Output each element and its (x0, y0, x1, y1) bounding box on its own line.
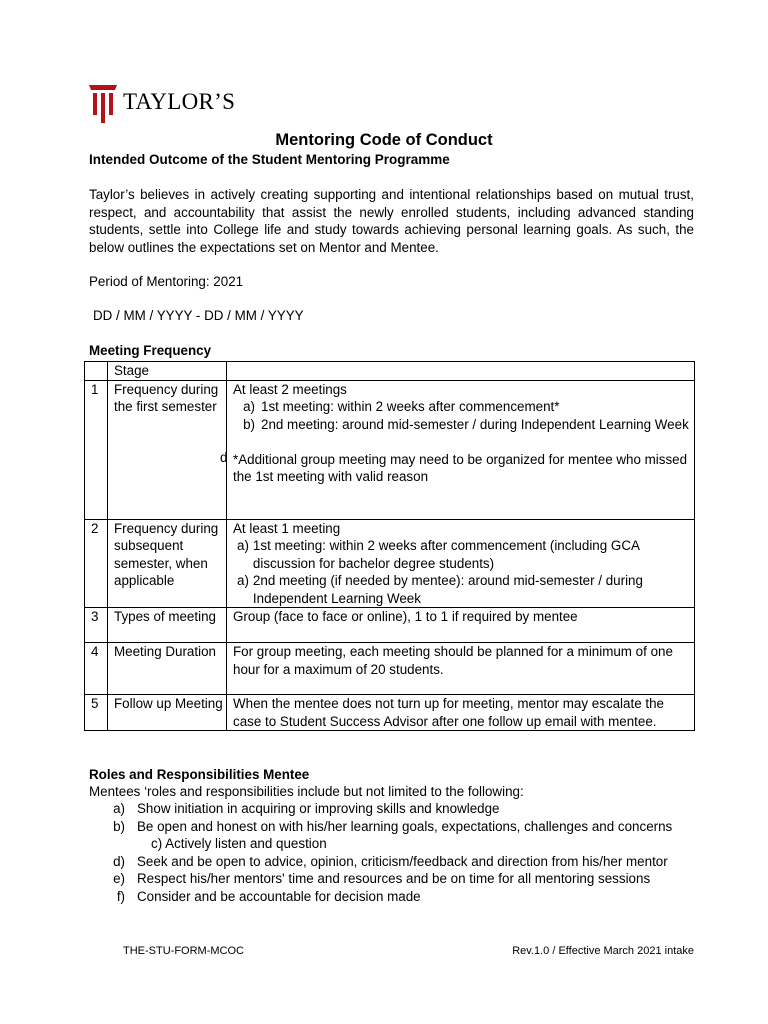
row-stage: Frequency during subsequent semester, when applicable (108, 519, 227, 608)
row-detail: When the mentee does not turn up for meeting, mentor may escalate the case to Student Success Advisor after one follow up email with mentee. (227, 695, 695, 731)
list-marker: a) (237, 573, 249, 588)
list-item (89, 870, 699, 888)
list-item (89, 818, 699, 836)
footer-revision: Rev.1.0 / Effective March 2021 intake (512, 945, 694, 957)
meeting-frequency-table (84, 361, 695, 731)
row-note: *Additional group meeting may need to be organized for mentee who missed the 1st meeting with valid reason (233, 451, 688, 484)
roles-heading: Roles and Responsibilities Mentee (89, 767, 310, 782)
roles-intro: Mentees ‘roles and responsibilities include but not limited to the following: (89, 784, 524, 799)
row-detail: Group (face to face or online), 1 to 1 if required by mentee (227, 608, 695, 643)
footer-form-code: THE-STU-FORM-MCOC (123, 945, 244, 957)
list-text: Seek and be open to advice, opinion, criticism/feedback and direction from his/her mentor (137, 853, 668, 869)
row-number: 3 (85, 608, 108, 643)
stray-character: d (220, 450, 228, 465)
row-stage: Meeting Duration (108, 643, 227, 695)
row-lead: At least 1 meeting (233, 520, 341, 536)
table-row (85, 643, 695, 695)
mentoring-dates: DD / MM / YYYY - DD / MM / YYYY (93, 308, 304, 323)
list-item (89, 835, 699, 853)
row-detail (227, 380, 695, 519)
list-item (89, 853, 699, 871)
table-cell (85, 362, 108, 381)
row-stage: Follow up Meeting (108, 695, 227, 731)
list-marker (89, 835, 137, 853)
section-subtitle: Intended Outcome of the Student Mentoring Programme (89, 152, 450, 167)
page-title: Mentoring Code of Conduct (275, 131, 493, 149)
list-item (233, 398, 694, 416)
list-text: c) Actively listen and question (151, 836, 327, 851)
list-marker: d) (113, 853, 125, 869)
list-marker: a) (113, 801, 125, 816)
table-cell (227, 362, 695, 381)
list-item (89, 888, 699, 906)
table-row (85, 519, 695, 608)
row-stage: Frequency during the first semester (108, 380, 227, 519)
roles-list (89, 800, 699, 905)
row-detail (227, 519, 695, 608)
row-number: 1 (85, 380, 108, 519)
list-text: 2nd meeting: around mid-semester / during Independent Learning Week (261, 416, 689, 432)
row-number: 5 (85, 695, 108, 731)
list-item (233, 416, 694, 434)
list-item (233, 572, 694, 607)
list-text: Be open and honest on with his/her learning goals, expectations, challenges and concerns (137, 818, 673, 834)
mentoring-period: Period of Mentoring: 2021 (89, 274, 244, 289)
list-text: 1st meeting: within 2 weeks after commencement* (261, 399, 560, 414)
taylors-crest-icon (88, 84, 118, 124)
table-row (85, 380, 695, 519)
table-header-stage: Stage (108, 362, 227, 381)
list-text: 2nd meeting (if needed by mentee): around mid-semester / during Independent Learning Week (252, 573, 643, 606)
table-row (85, 695, 695, 731)
intro-paragraph: Taylor’s believes in actively creating supporting and intentional relationships based on mutual trust, respect, and accountability that assist the newly enrolled students, including advanced standing students, settle into College life and study towards achieving personal learning goals. As such, the below outlines the expectations set on Mentor and Mentee. (89, 187, 694, 255)
row-detail: For group meeting, each meeting should be planned for a minimum of one hour for a maximum of 20 students. (227, 643, 695, 695)
row-number: 2 (85, 519, 108, 608)
table-row (85, 608, 695, 643)
list-item (89, 800, 699, 818)
row-number: 4 (85, 643, 108, 695)
list-text: Respect his/her mentors' time and resources and be on time for all mentoring sessions (137, 871, 651, 886)
row-stage: Types of meeting (108, 608, 227, 643)
logo-wordmark: TAYLOR’S (123, 89, 236, 114)
meeting-frequency-heading: Meeting Frequency (89, 343, 212, 358)
list-text: 1st meeting: within 2 weeks after commencement (including GCA discussion for bachelor degree students) (252, 538, 640, 571)
row-lead: At least 2 meetings (233, 381, 347, 397)
list-item (233, 537, 694, 572)
list-marker: e) (113, 871, 125, 886)
list-marker: a) (237, 538, 249, 553)
list-marker: f) (116, 888, 125, 904)
list-marker: a) (243, 399, 255, 414)
table-header-row (85, 362, 695, 381)
list-text: Consider and be accountable for decision made (137, 888, 421, 904)
list-text: Show initiation in acquiring or improving skills and knowledge (137, 801, 500, 816)
list-marker: b) (243, 416, 255, 432)
list-marker: b) (113, 818, 125, 834)
